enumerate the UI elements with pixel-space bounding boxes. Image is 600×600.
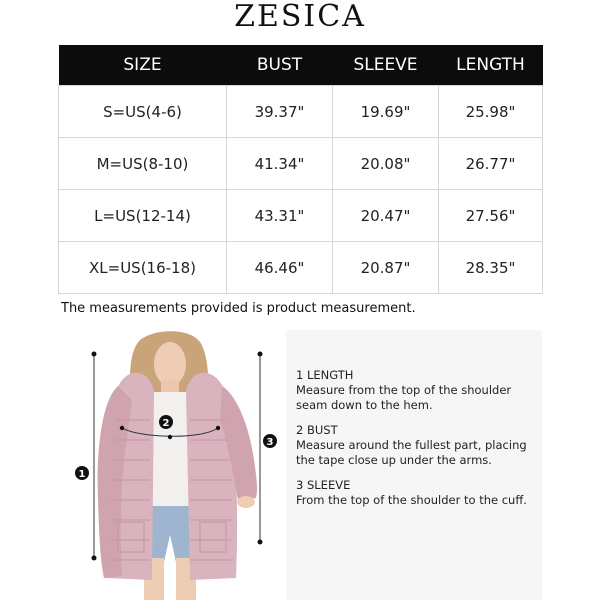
cell-bust: 43.31"	[227, 190, 333, 242]
measurement-guide-panel	[286, 330, 542, 600]
guide-sleeve-title: 3 SLEEVE	[296, 478, 351, 492]
cell-bust: 39.37"	[227, 86, 333, 138]
cell-size: M=US(8-10)	[59, 138, 227, 190]
cell-length: 25.98"	[439, 86, 543, 138]
cell-size: S=US(4-6)	[59, 86, 227, 138]
length-marker-label: 1	[78, 469, 86, 480]
bust-marker-label: 2	[162, 418, 170, 429]
bust-line-left-dot	[120, 426, 124, 430]
guide-length	[296, 368, 536, 413]
cell-bust: 41.34"	[227, 138, 333, 190]
cell-sleeve: 20.87"	[333, 242, 439, 294]
length-line-bottom-dot	[92, 556, 97, 561]
guide-sleeve-text: From the top of the shoulder to the cuff.	[296, 493, 527, 507]
sleeve-marker-label: 3	[266, 437, 274, 448]
cell-size: XL=US(16-18)	[59, 242, 227, 294]
header-length: LENGTH	[439, 45, 543, 86]
length-line-top-dot	[92, 352, 97, 357]
table-row	[59, 138, 543, 190]
size-chart-table	[58, 45, 543, 294]
guide-length-text: Measure from the top of the shoulder seam down to the hem.	[296, 383, 512, 412]
header-bust: BUST	[227, 45, 333, 86]
guide-sleeve	[296, 478, 536, 508]
header-sleeve: SLEEVE	[333, 45, 439, 86]
guide-bust	[296, 423, 536, 468]
table-row	[59, 242, 543, 294]
header-size: SIZE	[59, 45, 227, 86]
bust-line-center-dot	[168, 435, 172, 439]
sleeve-line-top-dot	[258, 352, 263, 357]
brand-logo: ZESICA	[234, 0, 366, 34]
sleeve-line-bottom-dot	[258, 540, 263, 545]
cell-length: 26.77"	[439, 138, 543, 190]
guide-length-title: 1 LENGTH	[296, 368, 354, 382]
table-row	[59, 86, 543, 138]
guide-bust-text: Measure around the fullest part, placing the tape close up under the arms.	[296, 438, 527, 467]
bust-line-right-dot	[216, 426, 220, 430]
cell-sleeve: 19.69"	[333, 86, 439, 138]
cell-sleeve: 20.47"	[333, 190, 439, 242]
cell-length: 27.56"	[439, 190, 543, 242]
product-photo	[60, 330, 280, 600]
cell-bust: 46.46"	[227, 242, 333, 294]
measurement-note: The measurements provided is product measurement.	[61, 301, 416, 316]
table-row	[59, 190, 543, 242]
table-header-row	[59, 45, 543, 86]
cell-size: L=US(12-14)	[59, 190, 227, 242]
cell-length: 28.35"	[439, 242, 543, 294]
guide-bust-title: 2 BUST	[296, 423, 338, 437]
hand-shape	[237, 496, 255, 508]
cell-sleeve: 20.08"	[333, 138, 439, 190]
face-shape	[154, 342, 186, 386]
